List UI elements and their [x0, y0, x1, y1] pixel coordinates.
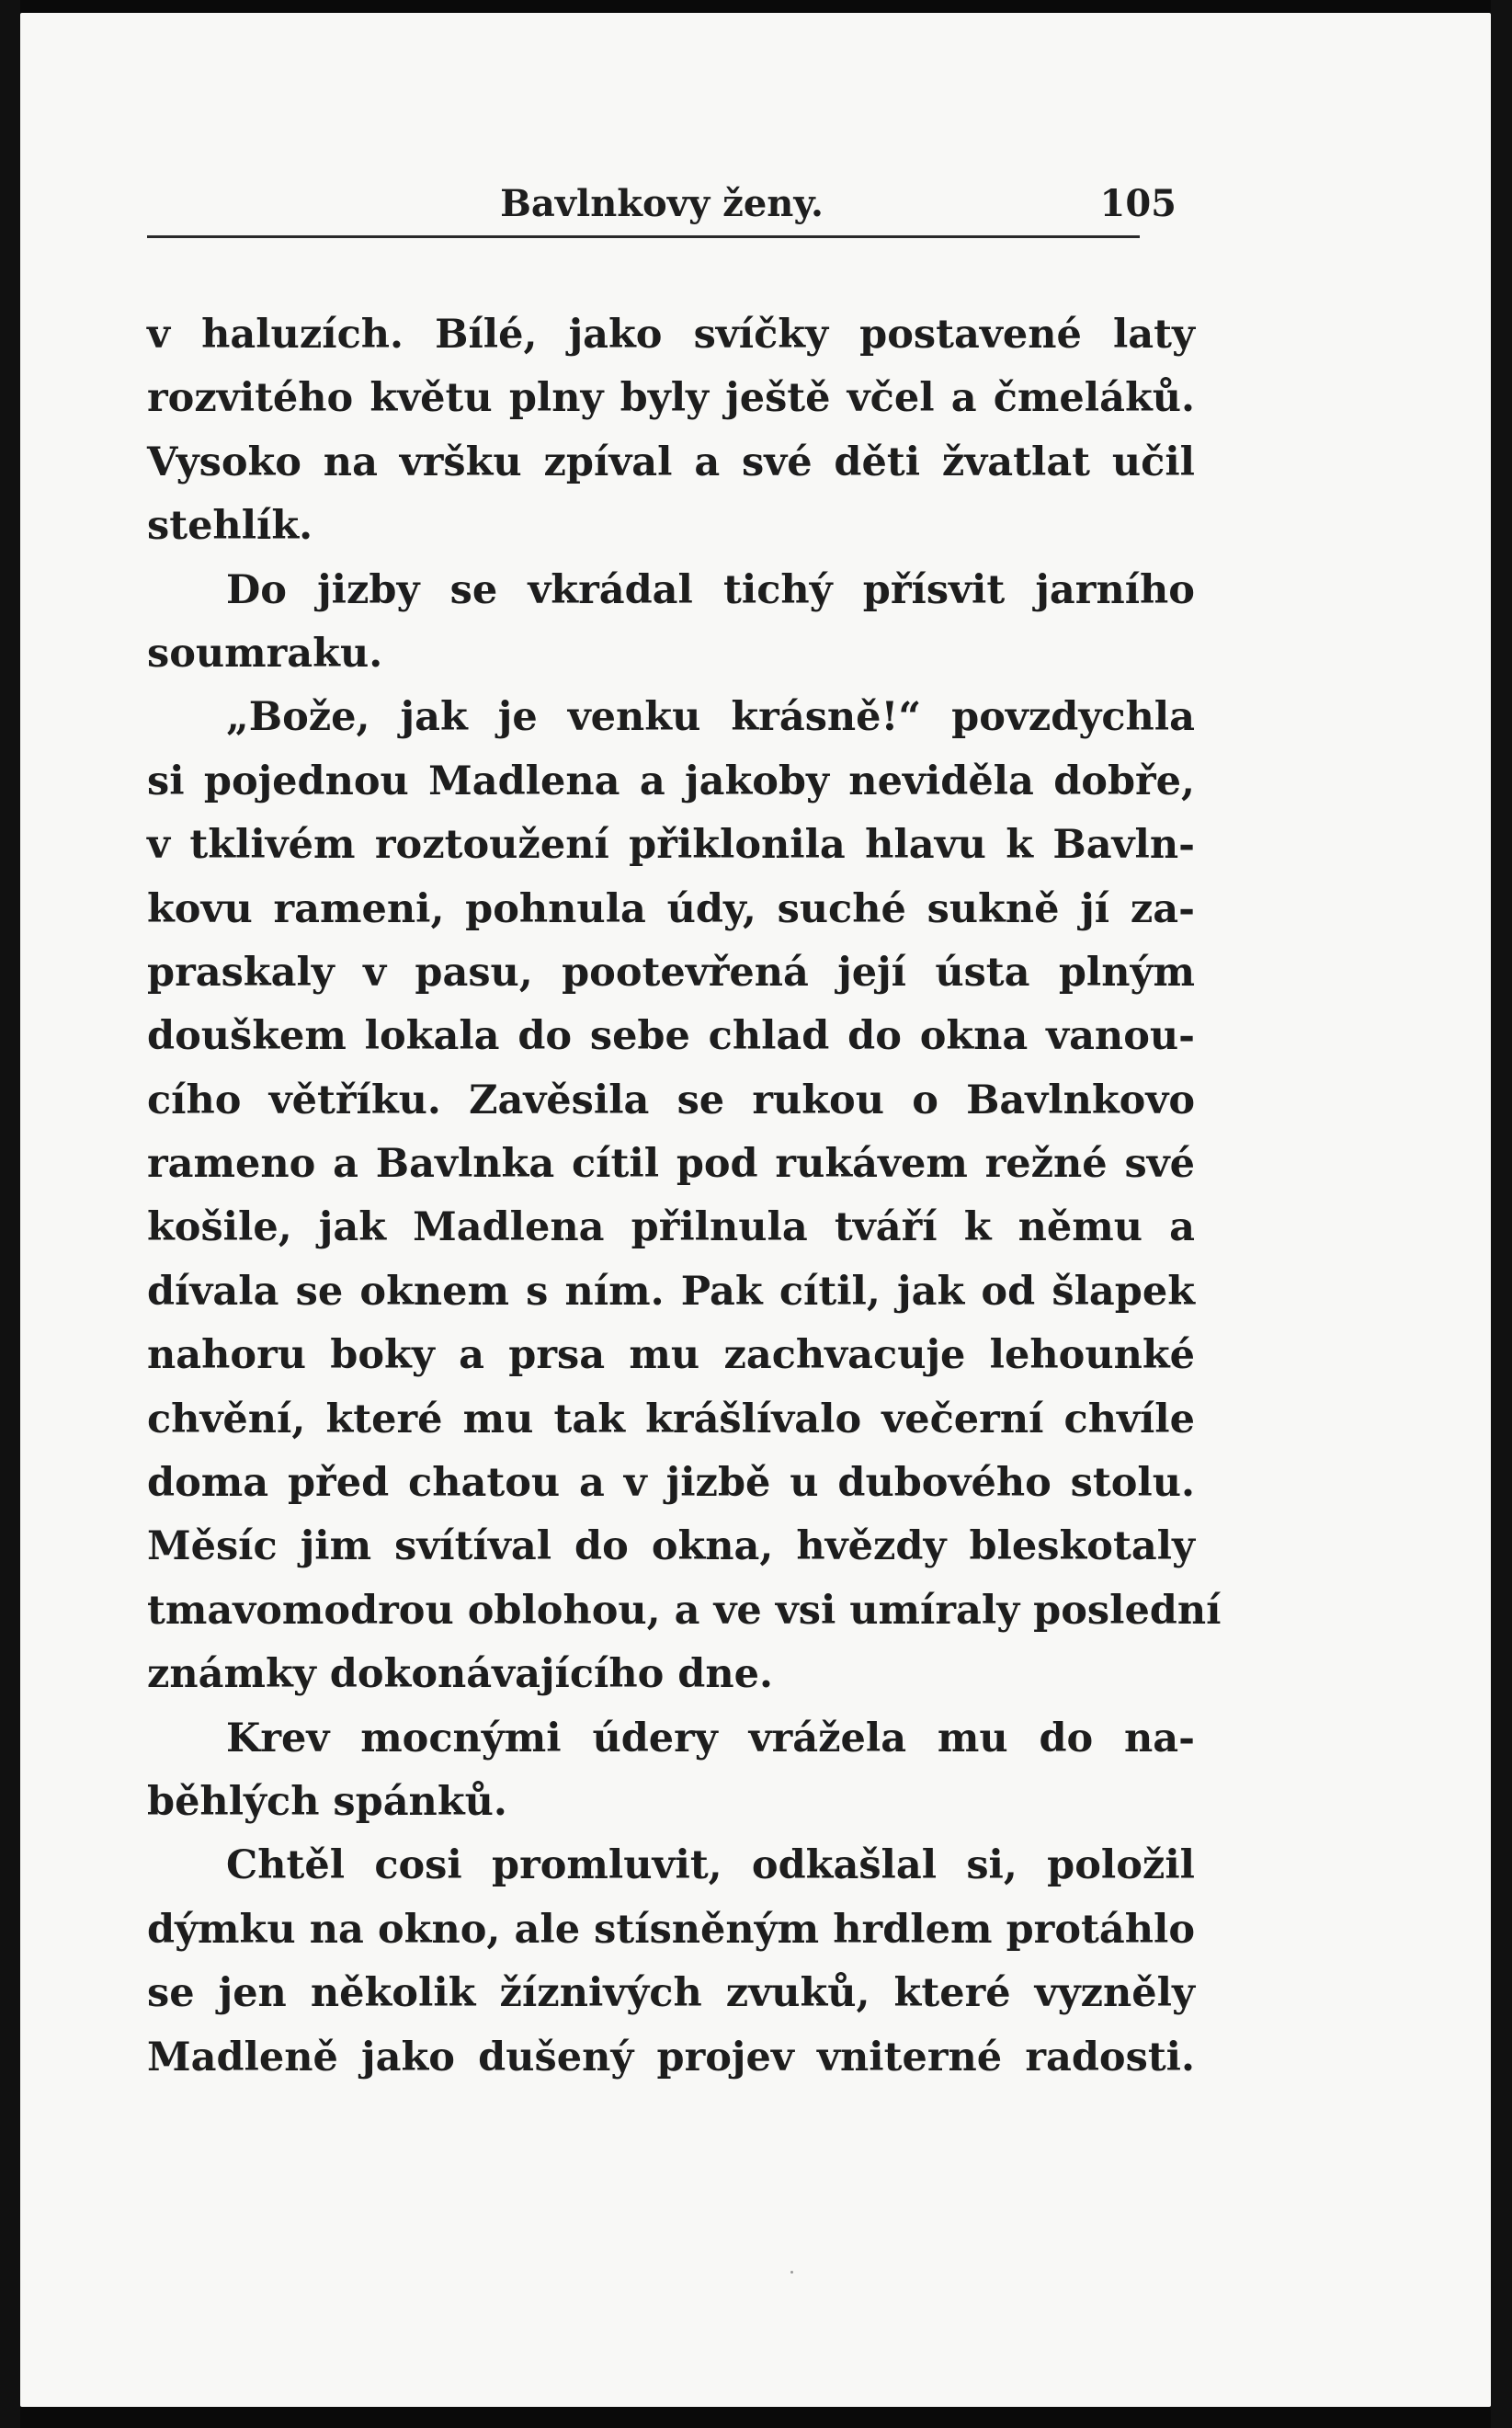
text-line: soumraku.: [147, 630, 383, 677]
text-line: Krev mocnými údery vrážela mu do na-: [226, 1715, 1195, 1761]
text-line: si pojednou Madlena a jakoby neviděla dobře,: [147, 758, 1195, 804]
scan-left-border: [0, 0, 20, 2428]
text-line: doma před chatou a v jizbě u dubového stolu.: [147, 1460, 1195, 1507]
text-line: známky dokonávajícího dne.: [147, 1651, 773, 1698]
text-line: douškem lokala do sebe chlad do okna vanou-: [147, 1013, 1195, 1060]
text-line: rozvitého květu plny byly ještě včel a čmeláků.: [147, 375, 1195, 422]
text-line: v haluzích. Bílé, jako svíčky postavené laty: [147, 312, 1195, 358]
text-line: kovu rameni, pohnula údy, suché sukně jí za-: [147, 885, 1195, 932]
text-line: „Bože, jak je venku krásně!“ povzdychla: [226, 694, 1195, 741]
running-title: Bavlnkovy ženy.: [500, 182, 824, 225]
text-line: rameno a Bavlnka cítil pod rukávem režné své: [147, 1141, 1195, 1188]
text-line: Chtěl cosi promluvit, odkašlal si, položil: [226, 1842, 1195, 1889]
scan-right-border: [1491, 0, 1512, 2428]
paper-speck: [790, 2271, 793, 2274]
text-line: Měsíc jim svítíval do okna, hvězdy bleskotaly: [147, 1523, 1195, 1570]
text-line: praskaly v pasu, pootevřená její ústa plným: [147, 949, 1195, 996]
text-line: cího větříku. Zavěsila se rukou o Bavlnkovo: [147, 1077, 1195, 1123]
text-line: chvění, které mu tak krášlívalo večerní chvíle: [147, 1396, 1195, 1442]
text-line: běhlých spánků.: [147, 1778, 507, 1825]
text-line: košile, jak Madlena přilnula tváří k němu a: [147, 1204, 1195, 1251]
header-rule: [147, 235, 1140, 238]
text-line: Do jizby se vkrádal tichý přísvit jarního: [226, 566, 1195, 613]
text-line: Madleně jako dušený projev vniterné radosti.: [147, 2034, 1195, 2080]
text-line: tmavomodrou oblohou, a ve vsi umíraly poslední: [147, 1587, 1222, 1634]
text-line: v tklivém roztoužení přiklonila hlavu k Bavln-: [147, 822, 1195, 869]
text-line: nahoru boky a prsa mu zachvacuje lehounké: [147, 1332, 1195, 1379]
body-text: [147, 303, 1222, 2090]
running-header: [147, 175, 1177, 230]
text-line: dýmku na okno, ale stísněným hrdlem protáhlo: [147, 1906, 1195, 1953]
text-line: dívala se oknem s ním. Pak cítil, jak od šlapek: [147, 1268, 1195, 1315]
page-number: 105: [1099, 182, 1177, 225]
text-line: stehlík.: [147, 503, 313, 550]
text-line: se jen několik žíznivých zvuků, které vyzněly: [147, 1970, 1195, 2017]
text-line: Vysoko na vršku zpíval a své děti žvatlat učil: [147, 439, 1195, 485]
